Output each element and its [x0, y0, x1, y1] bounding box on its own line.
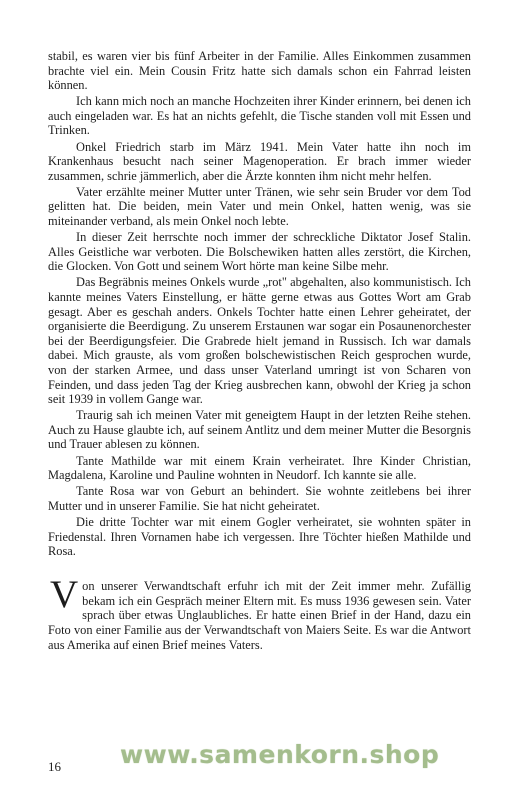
page-number: 16	[48, 759, 61, 774]
paragraph: Das Begräbnis meines Onkels wurde „rot" abgehalten, also kommunistisch. Ich kannte meines Vaters Einstellung, er hätte gerne etwas aus Gottes Wort am Grab gesagt. Aber es geschah anders. Onkels Tochter hatte einen Lehrer geheiratet, der organisierte die Beerdigung. Zu unserem Erstaunen war sogar ein Posaunenorchester bei der Beerdigungsfeier. Die Grabrede hielt jemand in Russisch. Ich war damals dabei. Mich grauste, als vom großen bolschewistischen Reich gesprochen wurde, von der starken Armee, und dass unser Vaterland umringt ist von Scharen von Feinden, und dass jeden Tag der Krieg ausbrechen kann, obwohl der Krieg ja schon seit 1939 in vollem Gange war.	[48, 275, 471, 407]
paragraph: Ich kann mich noch an manche Hochzeiten ihrer Kinder erinnern, bei denen ich auch eingeladen war. Es hat an nichts gefehlt, die Tische standen voll mit Essen und Trinken.	[48, 94, 471, 138]
dropcap-paragraph	[48, 573, 471, 652]
paragraph: Die dritte Tochter war mit einem Gogler verheiratet, sie wohnten später in Friedenstal. Ihren Vornamen habe ich vergessen. Ihre Töchter hießen Mathilde und Rosa.	[48, 514, 471, 559]
body-text	[48, 49, 471, 652]
dropcap-paragraph-text: on unserer Verwandtschaft erfuhr ich mit der Zeit immer mehr. Zufällig bekam ich ein Gespräch meiner Eltern mit. Es muss 1936 gewesen sein. Vater sprach über etwas Unglaubliches. Er hatte einen Brief in der Hand, dazu ein Foto von einer Familie aus der Verwandtschaft von Maiers Seite. Es war die Antwort aus Amerika auf einen Brief meines Vaters.	[48, 579, 471, 652]
drop-cap: V	[50, 573, 79, 617]
paragraph: stabil, es waren vier bis fünf Arbeiter in der Familie. Alles Einkommen zusammen brachte viel ein. Mein Cousin Fritz hatte sich damals schon ein Fahrrad leisten können.	[48, 49, 471, 93]
paragraph: Tante Mathilde war mit einem Krain verheiratet. Ihre Kinder Christian, Magdalena, Karoline und Pauline wohnten in Neudorf. Ich kannte sie alle.	[48, 453, 471, 483]
paragraph: Vater erzählte meiner Mutter unter Tränen, wie sehr sein Bruder vor dem Tod gelitten hat. Die beiden, mein Vater und mein Onkel, hatten wenig, was sie miteinander verband, als mein Onkel noch lebte.	[48, 184, 471, 229]
paragraph: In dieser Zeit herrschte noch immer der schreckliche Diktator Josef Stalin. Alles Geistliche war verboten. Die Bolschewiken hatten alles zerstört, die Kirchen, die Glocken. Von Gott und seinem Wort hörte man keine Silbe mehr.	[48, 230, 471, 274]
paragraph: Traurig sah ich meinen Vater mit geneigtem Haupt in der letzten Reihe stehen. Auch zu Hause glaubte ich, auf seinem Antlitz und dem meiner Mutter die Besorgnis und Trauer ablesen zu können.	[48, 408, 471, 452]
watermark: www.samenkorn.shop	[120, 740, 440, 769]
section-break	[48, 560, 471, 579]
paragraph: Tante Rosa war von Geburt an behindert. Sie wohnte zeitlebens bei ihrer Mutter und in unserer Familie. Sie hat nicht geheiratet.	[48, 484, 471, 513]
paragraph: Onkel Friedrich starb im März 1941. Mein Vater hatte ihn noch im Krankenhaus besucht nach seiner Magenoperation. Er brach immer wieder zusammen, schrie jämmerlich, aber die Ärzte konnten ihm nicht mehr helfen.	[48, 139, 471, 183]
